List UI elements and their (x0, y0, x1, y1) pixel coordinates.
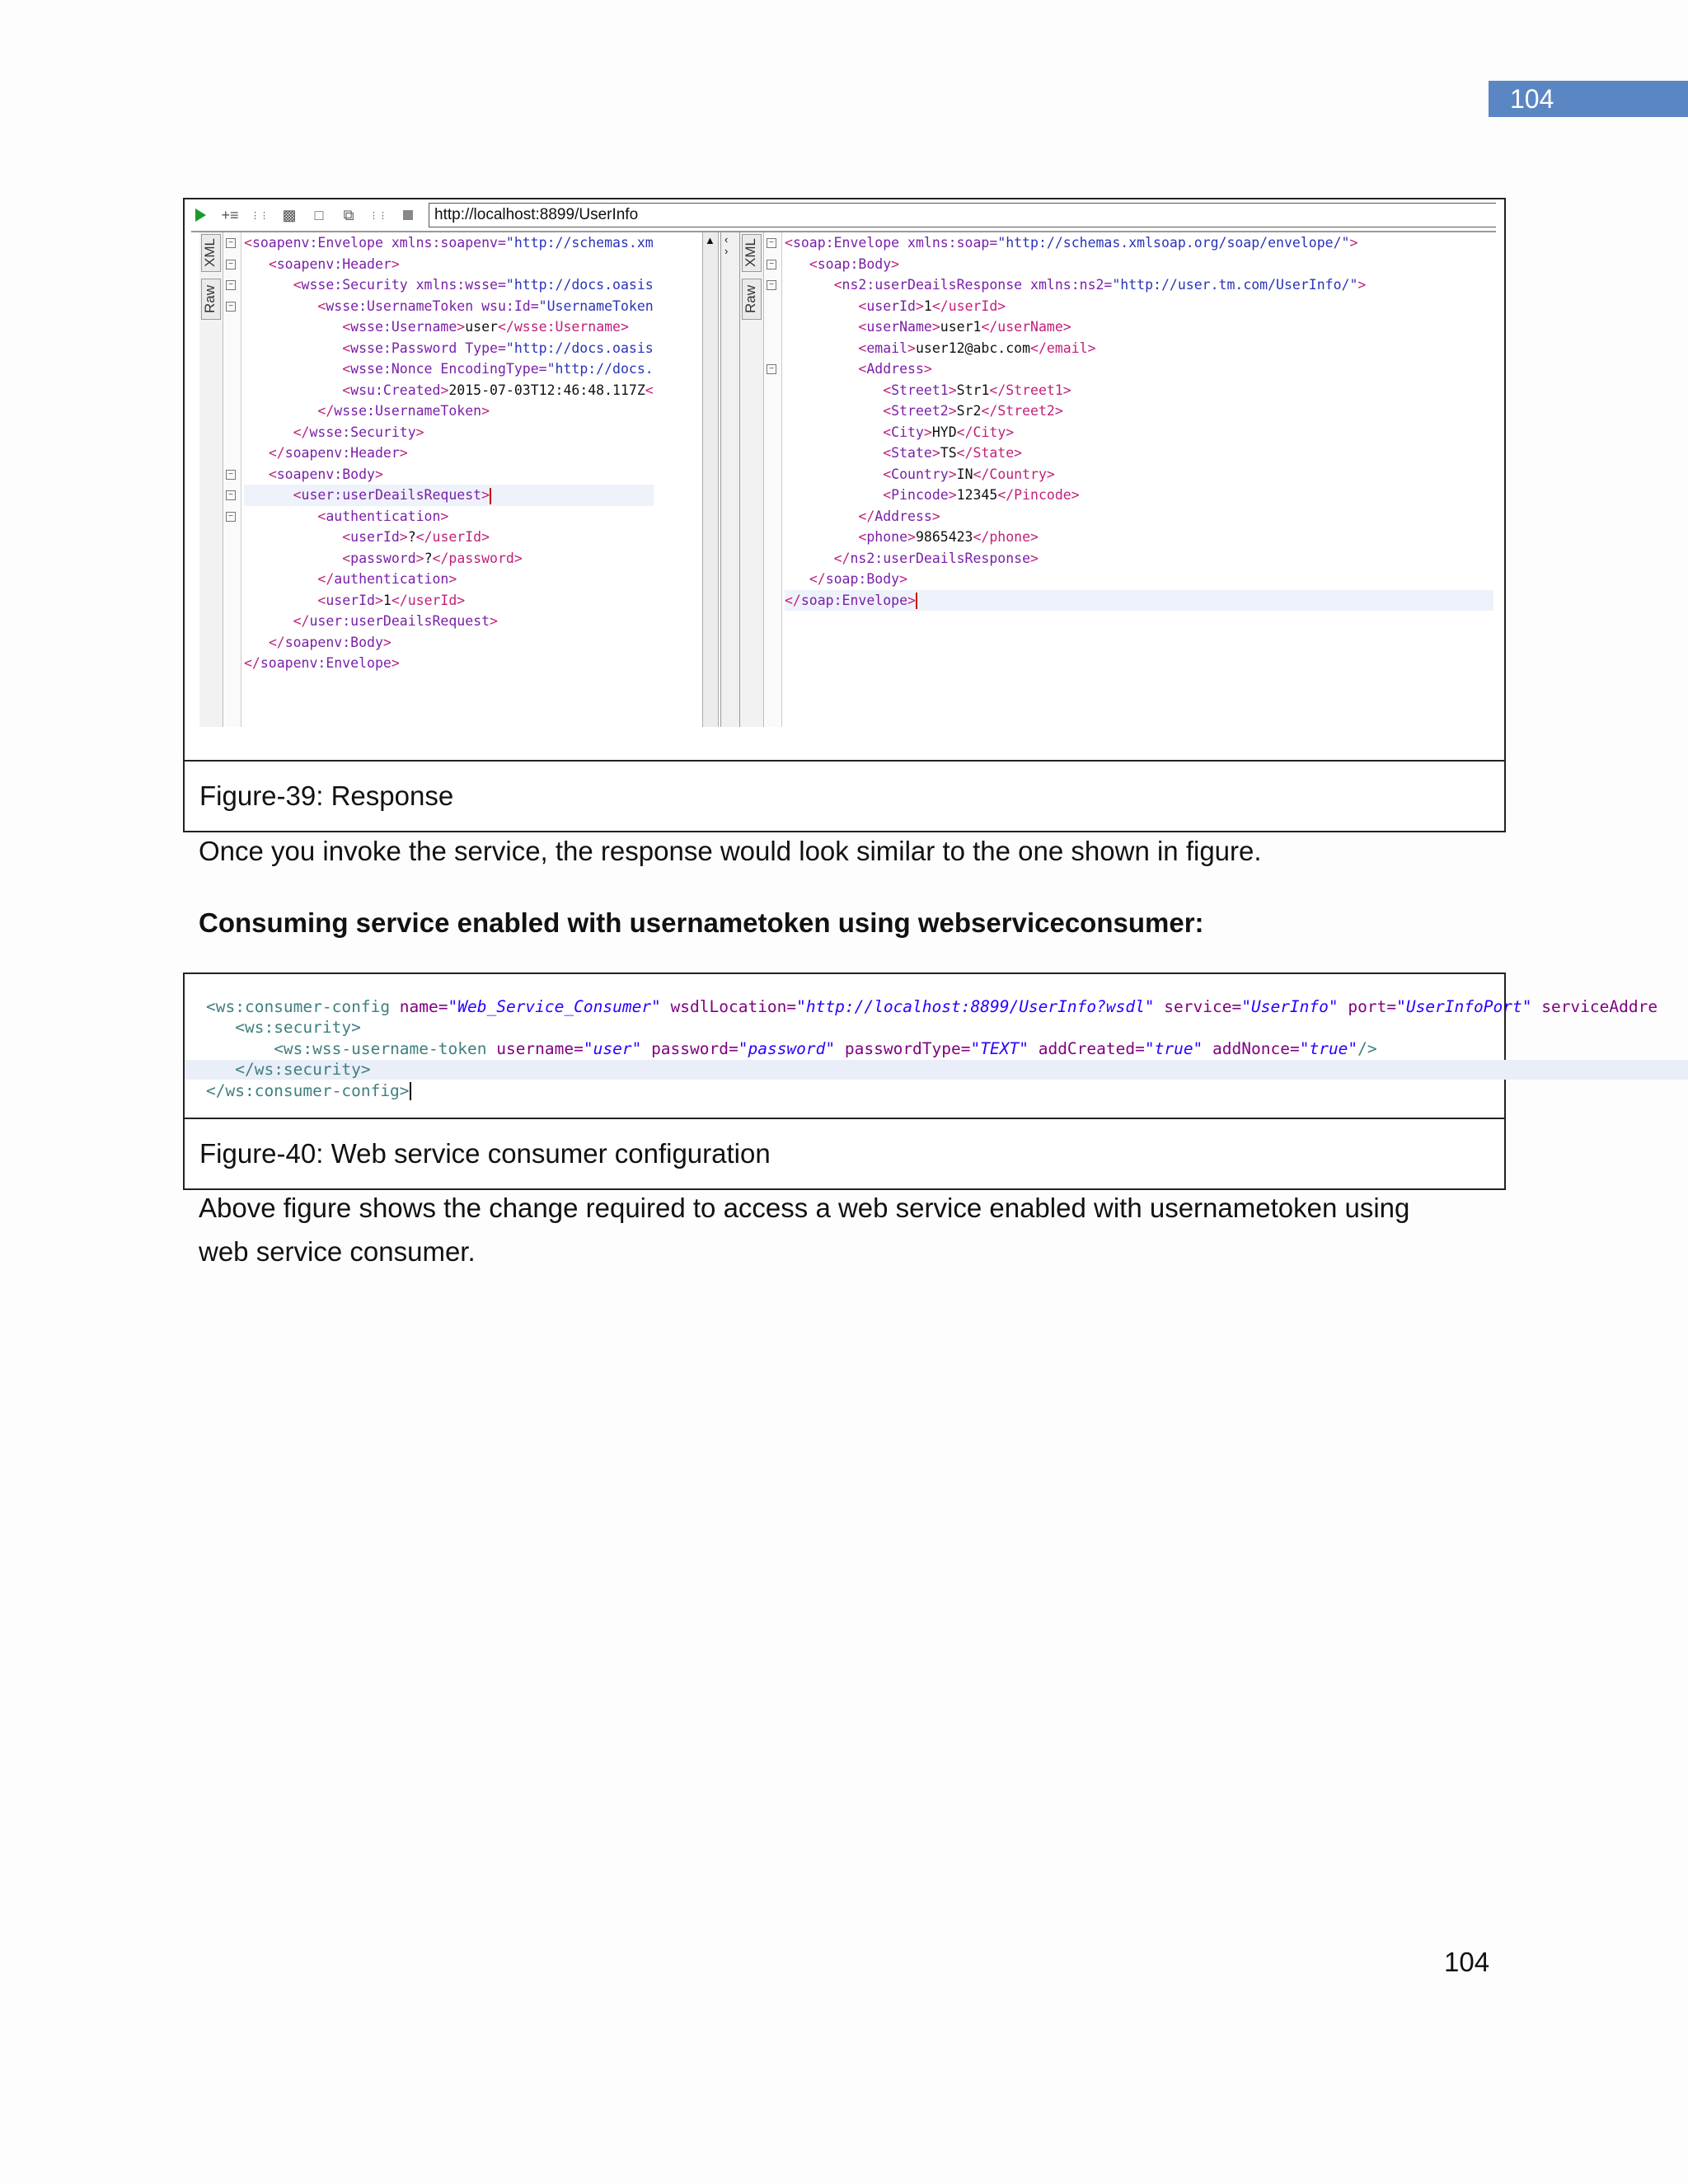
ws-rm-icon[interactable]: ⋮⋮ (369, 210, 387, 221)
xml-line: </Address> (858, 508, 940, 524)
xml-line: <userName>user1</userName> (858, 319, 1071, 335)
xml-line: </soap:Envelope> (785, 590, 1493, 612)
xml-line: <email>user12@abc.com</email> (858, 340, 1096, 356)
fold-toggle-icon[interactable]: − (226, 512, 236, 522)
fold-toggle-icon[interactable]: − (767, 280, 776, 290)
xml-line: <soap:Body> (809, 255, 900, 272)
xml-line: <State>TS</State> (883, 445, 1023, 461)
xml-line: <City>HYD</City> (883, 424, 1015, 440)
request-xml[interactable] (244, 232, 654, 674)
config-line-5: </ws:consumer-config> (206, 1080, 410, 1100)
soapui-toolbar (191, 201, 1496, 229)
pane-splitter[interactable] (720, 232, 740, 727)
fold-toggle-icon[interactable]: − (226, 280, 236, 290)
response-side-tabs (740, 232, 764, 727)
xml-line: <wsu:Created>2015-07-03T12:46:48.117Z< (342, 382, 654, 398)
footer-page-number: 104 (1444, 1947, 1490, 1977)
xml-line: <userId>?</userId> (342, 529, 490, 545)
xml-line: <wsse:UsernameToken wsu:Id="UsernameToken (317, 298, 654, 314)
config-line-1: <ws:consumer-config name="Web_Service_Consumer" wsdlLocation="http://localhost:8899/UserInfo?wsdl" service="UserInfo" port="UserInfoPort" serviceAddre (206, 996, 1658, 1016)
tab-raw[interactable]: Raw (742, 279, 762, 320)
fold-toggle-icon[interactable]: − (767, 238, 776, 248)
xml-line: </authentication> (317, 571, 457, 587)
request-scrollbar[interactable] (702, 232, 719, 727)
xml-line: <soapenv:Body> (268, 466, 383, 482)
collapse-arrows-icon[interactable]: ‹ › (724, 233, 729, 257)
copy-icon[interactable]: ⧉ (343, 206, 354, 223)
xml-line: <userId>1</userId> (858, 298, 1006, 314)
split-icon[interactable]: □ (314, 206, 324, 223)
xml-line: </soap:Body> (809, 571, 908, 587)
xml-line: <wsse:Nonce EncodingType="http://docs. (342, 361, 654, 377)
config-line-4: </ws:security> (235, 1060, 371, 1079)
fold-toggle-icon[interactable]: − (226, 238, 236, 248)
xml-line: <wsse:Security xmlns:wsse="http://docs.oasis (293, 277, 654, 293)
xml-line: <soapenv:Envelope xmlns:soapenv="http://schemas.xm (244, 235, 654, 251)
xml-line: </soapenv:Header> (268, 445, 408, 461)
endpoint-url-field[interactable]: http://localhost:8899/UserInfo (429, 203, 1496, 227)
xml-line: <Street2>Sr2</Street2> (883, 403, 1063, 419)
xml-line: <Country>IN</Country> (883, 466, 1055, 482)
tab-xml[interactable]: XML (742, 234, 762, 272)
add-assertion-icon[interactable]: +≡ (221, 206, 239, 223)
request-pane[interactable] (199, 232, 702, 727)
fold-toggle-icon[interactable]: − (226, 490, 236, 500)
xml-line: </soapenv:Body> (268, 634, 392, 650)
xml-line: <soapenv:Header> (268, 255, 400, 272)
figure-40 (183, 972, 1658, 1190)
xml-line: <Pincode>12345</Pincode> (883, 487, 1080, 503)
xml-line: <authentication> (317, 508, 449, 524)
tab-raw[interactable]: Raw (201, 279, 221, 320)
ws-a-icon[interactable]: ⋮⋮ (251, 210, 269, 221)
section-heading: Consuming service enabled with usernametoken using webserviceconsumer: (199, 907, 1204, 938)
config-line-3: <ws:wss-username-token username="user" password="password" passwordType="TEXT" addCreated="true" addNonce="true"/> (274, 1038, 1377, 1058)
xml-line: <wsse:Password Type="http://docs.oasis (342, 340, 654, 356)
request-fold-gutter (224, 232, 241, 727)
xml-line: </soapenv:Envelope> (244, 655, 400, 671)
fold-toggle-icon[interactable]: − (226, 302, 236, 312)
consumer-config-xml[interactable] (206, 975, 1681, 1101)
paragraph-consumer-note-line-2: web service consumer. (199, 1236, 476, 1267)
config-line-2: <ws:security> (235, 1018, 361, 1037)
run-icon[interactable] (191, 206, 209, 224)
paragraph-consumer-note-line-1: Above figure shows the change required to access a web service enabled with usernametoken using (199, 1193, 1410, 1223)
fold-toggle-icon[interactable]: − (767, 364, 776, 374)
xml-line: </wsse:UsernameToken> (317, 403, 490, 419)
figure-39 (183, 198, 1506, 832)
figure-39-caption: Figure-39: Response (185, 760, 1504, 832)
stop-icon[interactable] (399, 206, 417, 224)
xml-line: <Address> (858, 361, 932, 377)
text-caret (410, 1082, 411, 1100)
figure-40-caption: Figure-40: Web service consumer configuration (185, 1118, 1504, 1190)
fold-toggle-icon[interactable]: − (226, 470, 236, 480)
text-caret (916, 593, 917, 609)
xml-line: <ns2:userDeailsResponse xmlns:ns2="http://user.tm.com/UserInfo/"> (833, 277, 1367, 293)
xml-line: <password>?</password> (342, 550, 523, 566)
xml-line: <user:userDeailsRequest> (244, 485, 654, 506)
response-xml[interactable] (785, 232, 1493, 611)
request-side-tabs (199, 232, 223, 727)
response-pane[interactable] (740, 232, 1495, 727)
xml-line: <userId>1</userId> (317, 592, 466, 608)
xml-line: </user:userDeailsRequest> (293, 613, 498, 629)
paragraph-response-note: Once you invoke the service, the response would look similar to the one shown in figure. (199, 836, 1262, 866)
format-icon[interactable]: ▩ (282, 206, 297, 223)
fold-toggle-icon[interactable]: − (767, 260, 776, 269)
page-number-tab: 104 (1489, 81, 1688, 117)
xml-line: </wsse:Security> (293, 424, 424, 440)
xml-line: <wsse:Username>user</wsse:Username> (342, 319, 629, 335)
xml-line: <soap:Envelope xmlns:soap="http://schemas.xmlsoap.org/soap/envelope/"> (785, 235, 1358, 251)
xml-line: <Street1>Str1</Street1> (883, 382, 1071, 398)
xml-line: </ns2:userDeailsResponse> (833, 550, 1039, 566)
xml-line: <phone>9865423</phone> (858, 529, 1039, 545)
response-fold-gutter (765, 232, 782, 727)
scroll-up-arrow-icon[interactable]: ▲ (705, 234, 715, 246)
text-caret (490, 488, 491, 504)
fold-toggle-icon[interactable]: − (226, 260, 236, 269)
tab-xml[interactable]: XML (201, 234, 221, 272)
